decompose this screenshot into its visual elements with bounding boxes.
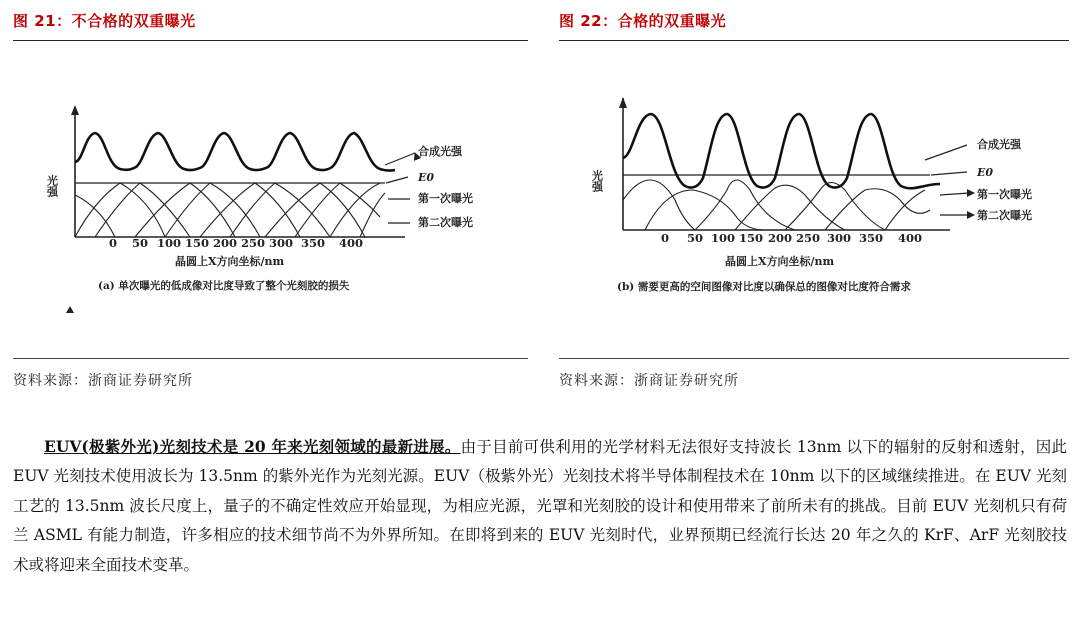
legend-second-exposure: 第二次曝光 xyxy=(977,209,1032,222)
composite-intensity-curve xyxy=(75,133,395,171)
arrow-right-icon xyxy=(967,211,975,219)
x-tick: 400 xyxy=(338,236,364,250)
arrow-right-icon xyxy=(967,189,975,197)
legend-first-exposure: 第一次曝光 xyxy=(977,188,1032,201)
y-axis-arrow-icon xyxy=(71,105,79,115)
x-tick: 150 xyxy=(738,231,764,245)
x-tick: 200 xyxy=(767,231,793,245)
y-axis-arrow-icon xyxy=(619,97,627,108)
composite-intensity-curve xyxy=(623,114,940,188)
figure-caption: (a) 单次曝光的低成像对比度导致了整个光刻胶的损失 xyxy=(98,280,350,292)
figure-caption: (b) 需要更高的空间图像对比度以确保总的图像对比度符合需求 xyxy=(617,281,911,293)
x-tick: 300 xyxy=(268,236,294,250)
y-axis-label: 光强 xyxy=(45,175,59,197)
figure-22-chart xyxy=(585,90,1065,305)
paragraph-body: 由于目前可供利用的光学材料无法很好支持波长 13nm 以下的辐射的反射和透射，因此 EUV 光刻技术使用波长为 13.5nm 的紫外光作为光刻光源。EUV（极紫外光）光刻技术将半导体制程技术在 10nm 以下的区域继续推进。在 EUV 光刻工艺的 13.5nm 波长尺度上，量子的不确定性效应开始显现，为相应光源，光罩和光刻胶的设计和使用带来了前所未有的挑战。目前 EUV 光刻机只有荷兰 ASML 有能力制造，许多相应的技术细节尚不为外界所知。在即将到来的 EUV 光刻时代，业界预期已经流行长达 20 年之久的 KrF、ArF 光刻胶技术或将迎来全面技术变革。 xyxy=(13,438,1067,574)
x-tick-labels xyxy=(109,236,363,250)
figure-21-chart xyxy=(40,95,500,320)
legend-e0: E0 xyxy=(977,166,994,179)
figure-21-source: 资料来源：浙商证券研究所 xyxy=(13,373,193,389)
figure-22-source: 资料来源：浙商证券研究所 xyxy=(559,373,739,389)
x-tick: 350 xyxy=(300,236,326,250)
x-tick-labels xyxy=(661,231,922,245)
triangle-marker-icon xyxy=(66,306,74,313)
x-tick: 350 xyxy=(858,231,884,245)
x-tick: 400 xyxy=(897,231,923,245)
figure-22-title: 图 22：合格的双重曝光 xyxy=(559,12,727,30)
x-tick: 200 xyxy=(212,236,238,250)
legend xyxy=(385,144,473,229)
exposure-curves xyxy=(623,180,930,230)
legend xyxy=(925,137,1032,222)
legend-composite: 合成光强 xyxy=(977,138,1021,151)
source-rule-right xyxy=(559,358,1069,359)
legend-second-exposure: 第二次曝光 xyxy=(418,216,473,229)
body-paragraph xyxy=(13,432,1067,580)
x-axis-label: 晶圆上X方向坐标/nm xyxy=(725,255,835,268)
x-tick: 250 xyxy=(795,231,821,245)
source-rule-left xyxy=(13,358,528,359)
figure-21-title: 图 21：不合格的双重曝光 xyxy=(13,12,196,30)
x-tick: 0 xyxy=(660,231,670,245)
x-tick: 50 xyxy=(131,236,149,250)
y-axis-label: 光强 xyxy=(590,170,604,192)
legend-first-exposure: 第一次曝光 xyxy=(418,192,473,205)
x-tick: 100 xyxy=(710,231,736,245)
x-tick: 0 xyxy=(108,236,118,250)
x-tick: 50 xyxy=(686,231,704,245)
x-tick: 250 xyxy=(240,236,266,250)
x-tick: 150 xyxy=(184,236,210,250)
x-tick: 100 xyxy=(156,236,182,250)
legend-e0: E0 xyxy=(418,171,435,184)
paragraph-lead: EUV(极紫外光)光刻技术是 20 年来光刻领域的最新进展。 xyxy=(44,437,461,456)
title-rule-right xyxy=(559,40,1069,41)
title-rule-left xyxy=(13,40,528,41)
x-tick: 300 xyxy=(826,231,852,245)
legend-composite: 合成光强 xyxy=(418,145,462,158)
exposure-curves xyxy=(75,183,385,237)
x-axis-label: 晶圆上X方向坐标/nm xyxy=(175,255,285,268)
